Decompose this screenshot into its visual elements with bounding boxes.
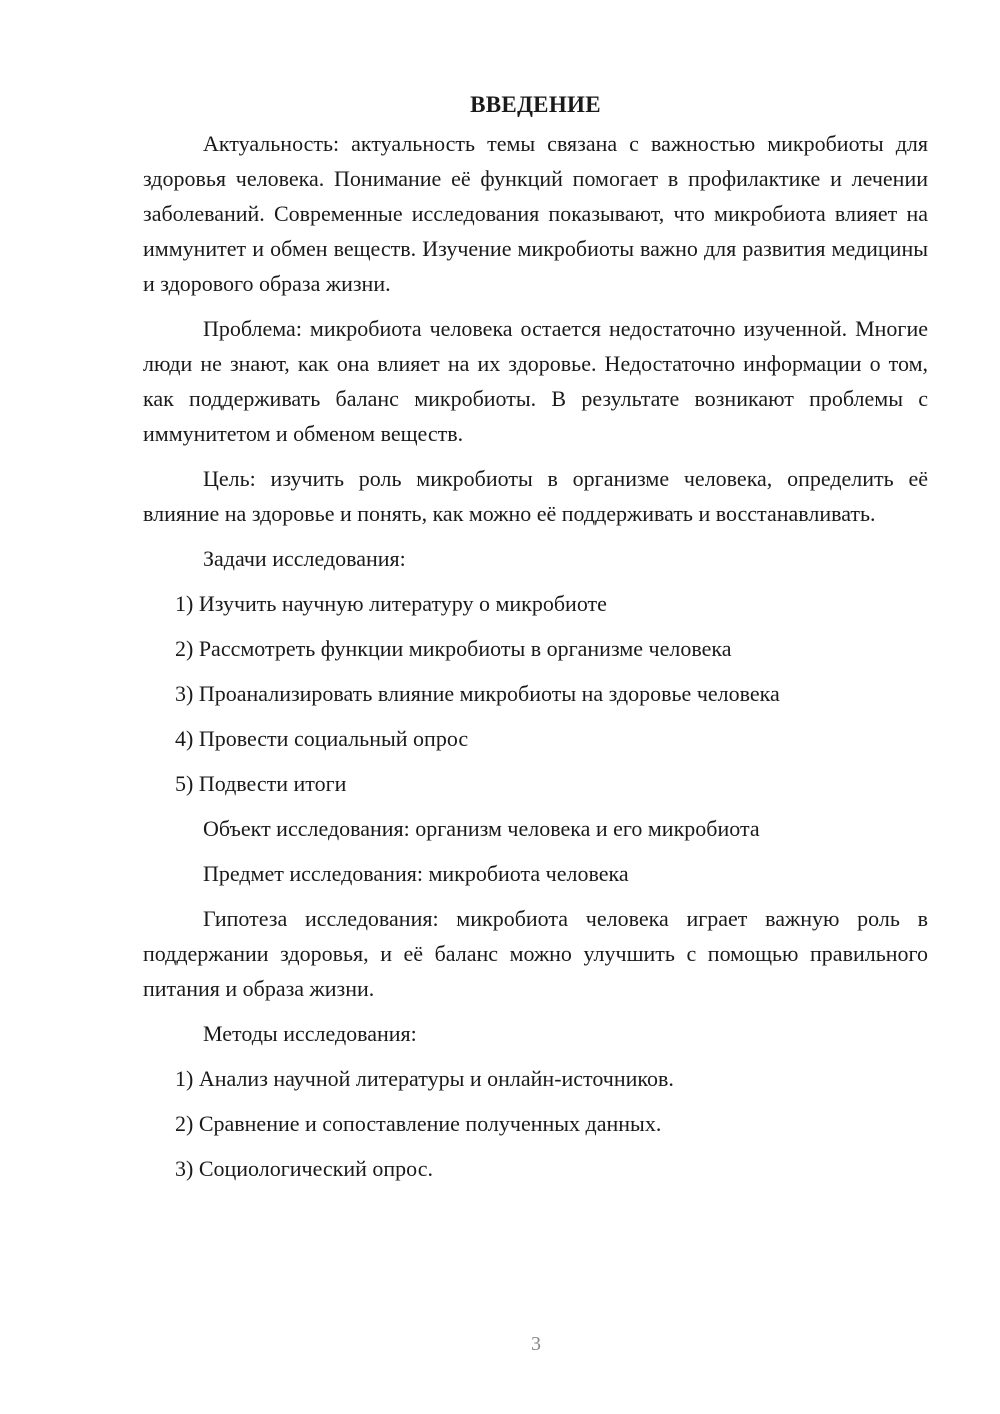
- task-item: 3) Проанализировать влияние микробиоты на здоровье человека: [175, 681, 780, 706]
- problem-paragraph: Проблема: микробиота человека остается недостаточно изученной. Многие люди не знают, как она влияет на их здоровье. Недостаточно информации о том, как поддерживать баланс микробиоты. В результате возникают проблемы с иммунитетом и обменом веществ.: [143, 316, 928, 446]
- subject-line: Предмет исследования: микробиота человека: [203, 861, 629, 886]
- goal-paragraph: Цель: изучить роль микробиоты в организме человека, определить её влияние на здоровье и понять, как можно её поддерживать и восстанавливать.: [143, 466, 928, 526]
- document-page: [143, 90, 928, 1196]
- relevance-paragraph: Актуальность: актуальность темы связана с важностью микробиоты для здоровья человека. Понимание её функций помогает в профилактике и лечении заболеваний. Современные исследования показывают, что микробиота влияет на иммунитет и обмен веществ. Изучение микробиоты важно для развития медицины и здорового образа жизни.: [143, 131, 928, 296]
- methods-heading: Методы исследования:: [203, 1021, 417, 1046]
- task-item: 2) Рассмотреть функции микробиоты в организме человека: [175, 636, 732, 661]
- method-item: 1) Анализ научной литературы и онлайн-источников.: [175, 1066, 674, 1091]
- tasks-heading: Задачи исследования:: [203, 546, 406, 571]
- section-title: ВВЕДЕНИЕ: [470, 92, 601, 117]
- method-item: 3) Социологический опрос.: [175, 1156, 433, 1181]
- task-item: 5) Подвести итоги: [175, 771, 347, 796]
- method-item: 2) Сравнение и сопоставление полученных данных.: [175, 1111, 662, 1136]
- object-line: Объект исследования: организм человека и его микробиота: [203, 816, 760, 841]
- page-number: 3: [531, 1333, 541, 1355]
- hypothesis-paragraph: Гипотеза исследования: микробиота человека играет важную роль в поддержании здоровья, и её баланс можно улучшить с помощью правильного питания и образа жизни.: [143, 906, 928, 1001]
- task-item: 1) Изучить научную литературу о микробиоте: [175, 591, 607, 616]
- task-item: 4) Провести социальный опрос: [175, 726, 469, 751]
